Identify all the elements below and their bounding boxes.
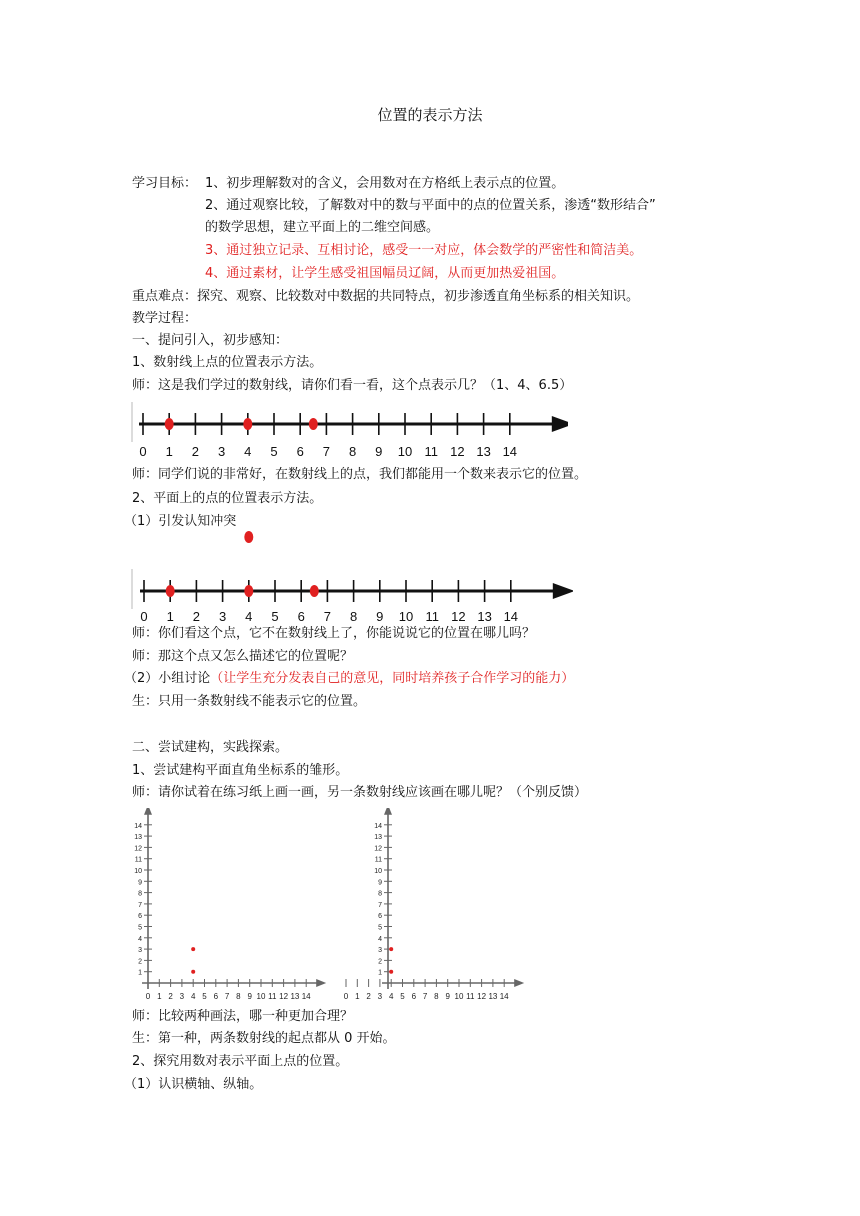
x-tick-label: 4 <box>388 992 394 1001</box>
x-tick-label: 9 <box>445 992 450 1001</box>
tick-label: 6 <box>296 444 304 459</box>
section-2-student-answer: 生：第一种，两条数射线的起点都从 0 开始。 <box>132 1031 396 1046</box>
section-1-question-2: 师：你们看这个点，它不在数射线上了，你能说说它的位置在哪儿吗？ <box>132 626 536 641</box>
tick-label: 12 <box>450 444 465 459</box>
number-line-point <box>166 585 175 597</box>
x-tick-label: 13 <box>290 992 300 1001</box>
item-2-note: （让学生充分发表自己的意见，同时培养孩子合作学习的能力） <box>210 671 575 686</box>
number-line-2 <box>128 528 573 625</box>
number-line-point <box>309 418 318 430</box>
x-tick-label: 10 <box>256 992 266 1001</box>
y-tick-label: 1 <box>138 969 142 977</box>
number-line-arrow <box>552 416 568 432</box>
y-tick-label: 14 <box>374 822 382 830</box>
x-tick-label: 5 <box>400 992 405 1001</box>
number-line-point <box>165 418 174 430</box>
tick-label: 1 <box>166 609 174 624</box>
y-tick-label: 11 <box>374 856 382 864</box>
section-2-sub-1: 1、尝试建构平面直角坐标系的雏形。 <box>132 763 349 778</box>
item-2-prefix: （2）小组讨论 <box>124 671 211 686</box>
section-2-heading: 二、尝试建构，实践探索。 <box>132 740 289 755</box>
section-1-question-3: 师：那这个点又怎么描述它的位置呢？ <box>132 649 354 664</box>
grid-point <box>191 970 195 974</box>
goal-item-4: 4、通过素材，让学生感受祖国幅员辽阔，从而更加热爱祖国。 <box>205 266 565 281</box>
goal-item-1: 1、初步理解数对的含义，会用数对在方格纸上表示点的位置。 <box>205 176 565 191</box>
y-tick-label: 8 <box>378 890 382 898</box>
tick-label: 3 <box>218 609 227 624</box>
section-1-answer-1: 师：同学们说的非常好，在数射线上的点，我们都能用一个数来表示它的位置。 <box>132 467 588 482</box>
grid-point <box>389 947 393 951</box>
y-axis-arrow <box>384 808 392 815</box>
section-1-heading: 一、提问引入，初步感知： <box>132 333 289 348</box>
x-tick-label: 2 <box>168 992 173 1001</box>
section-2-question-1: 师：请你试着在练习纸上画一画，另一条数射线应该画在哪儿呢？（个别反馈） <box>132 785 588 800</box>
y-axis-arrow <box>144 808 152 815</box>
y-tick-label: 12 <box>374 845 382 853</box>
section-1-sub-2: 2、平面上的点的位置表示方法。 <box>132 491 323 506</box>
section-1-item-2 <box>124 670 574 688</box>
x-axis-arrow <box>514 979 524 987</box>
y-tick-label: 9 <box>378 879 382 887</box>
grid-point <box>191 947 195 951</box>
x-tick-label: 8 <box>434 992 439 1001</box>
x-tick-label: 10 <box>454 992 464 1001</box>
tick-label: 14 <box>503 609 519 624</box>
y-tick-label: 10 <box>134 868 142 875</box>
y-tick-label: 14 <box>134 822 142 830</box>
tick-label: 7 <box>322 444 331 459</box>
x-tick-label: 14 <box>301 992 311 1001</box>
y-tick-label: 3 <box>138 947 142 955</box>
tick-label: 13 <box>476 444 491 459</box>
tick-label: 14 <box>502 444 518 459</box>
tick-label: 1 <box>165 444 173 459</box>
x-tick-label: 3 <box>377 992 383 1001</box>
x-tick-label: 12 <box>477 992 487 1001</box>
axes-drawing-1 <box>128 808 328 1004</box>
x-tick-label: 5 <box>202 992 207 1001</box>
section-1-question-1: 师：这是我们学过的数射线，请你们看一看，这个点表示几？（1、4、6.5） <box>132 378 573 393</box>
y-tick-label: 7 <box>138 901 142 909</box>
tick-label: 9 <box>376 609 384 624</box>
section-1-student-answer: 生：只用一条数射线不能表示它的位置。 <box>132 694 367 709</box>
x-tick-label: 3 <box>179 992 185 1001</box>
x-tick-label: 11 <box>466 992 475 1001</box>
axes-drawing-2 <box>338 808 528 1004</box>
y-tick-label: 13 <box>134 834 142 842</box>
tick-label: 11 <box>424 444 438 459</box>
y-tick-label: 4 <box>378 935 382 943</box>
tick-label: 4 <box>244 444 252 459</box>
number-line-arrow <box>553 583 573 599</box>
tick-label: 10 <box>398 609 414 624</box>
process-label: 教学过程： <box>132 311 198 326</box>
y-tick-label: 8 <box>138 890 142 898</box>
y-tick-label: 6 <box>138 913 142 921</box>
x-tick-label: 4 <box>190 992 196 1001</box>
off-line-point <box>244 531 253 543</box>
goal-item-2-cont: 的数学思想，建立平面上的二维空间感。 <box>205 220 440 235</box>
x-tick-label: 14 <box>499 992 509 1001</box>
number-line-point <box>243 418 252 430</box>
tick-label: 8 <box>349 609 358 624</box>
x-tick-label: 0 <box>343 992 349 1001</box>
section-1-item-1: （1）引发认知冲突 <box>124 514 237 529</box>
tick-label: 2 <box>192 609 201 624</box>
x-tick-label: 1 <box>355 992 360 1001</box>
tick-label: 12 <box>451 609 466 624</box>
number-line-point <box>244 585 253 597</box>
x-tick-label: 9 <box>247 992 252 1001</box>
y-tick-label: 2 <box>138 958 142 966</box>
y-tick-label: 4 <box>138 935 142 943</box>
page-title: 位置的表示方法 <box>377 106 483 124</box>
y-tick-label: 11 <box>134 856 142 864</box>
tick-label: 0 <box>140 609 148 624</box>
tick-label: 10 <box>397 444 413 459</box>
y-tick-label: 10 <box>374 868 382 875</box>
y-tick-label: 3 <box>378 947 382 955</box>
goal-item-3: 3、通过独立记录、互相讨论，感受一一对应，体会数学的严密性和简洁美。 <box>205 243 643 258</box>
y-tick-label: 6 <box>378 913 382 921</box>
tick-label: 3 <box>217 444 226 459</box>
x-tick-label: 12 <box>279 992 289 1001</box>
number-line-point <box>310 585 319 597</box>
tick-label: 7 <box>323 609 332 624</box>
x-tick-label: 7 <box>224 992 230 1001</box>
tick-label: 13 <box>477 609 492 624</box>
y-tick-label: 1 <box>378 969 382 977</box>
tick-label: 8 <box>348 444 357 459</box>
goal-item-2: 2、通过观察比较，了解数对中的数与平面中的点的位置关系，渗透“数形结合” <box>205 198 656 213</box>
goals-label: 学习目标： <box>132 176 198 191</box>
x-tick-label: 6 <box>411 992 417 1001</box>
tick-label: 6 <box>297 609 305 624</box>
number-line-1 <box>128 402 568 462</box>
grid-point <box>389 970 393 974</box>
y-tick-label: 5 <box>138 924 142 932</box>
y-tick-label: 7 <box>378 901 382 909</box>
key-points: 重点难点：探究、观察、比较数对中数据的共同特点，初步渗透直角坐标系的相关知识。 <box>132 289 640 304</box>
tick-label: 2 <box>191 444 200 459</box>
tick-label: 11 <box>425 609 439 624</box>
section-1-sub-1: 1、数射线上点的位置表示方法。 <box>132 355 323 370</box>
section-2-item-1: （1）认识横轴、纵轴。 <box>124 1077 263 1092</box>
section-2-sub-2: 2、探究用数对表示平面上点的位置。 <box>132 1054 349 1069</box>
section-2-question-2: 师：比较两种画法，哪一种更加合理？ <box>132 1009 354 1024</box>
x-tick-label: 11 <box>268 992 277 1001</box>
x-tick-label: 6 <box>213 992 219 1001</box>
tick-label: 5 <box>271 609 279 624</box>
x-tick-label: 2 <box>366 992 371 1001</box>
y-tick-label: 5 <box>378 924 382 932</box>
y-tick-label: 12 <box>134 845 142 853</box>
x-tick-label: 7 <box>422 992 428 1001</box>
x-tick-label: 1 <box>157 992 162 1001</box>
x-axis-arrow <box>316 979 326 987</box>
tick-label: 0 <box>139 444 147 459</box>
y-tick-label: 13 <box>374 834 382 842</box>
tick-label: 9 <box>375 444 383 459</box>
x-tick-label: 0 <box>145 992 151 1001</box>
x-tick-label: 8 <box>236 992 241 1001</box>
y-tick-label: 2 <box>378 958 382 966</box>
y-tick-label: 9 <box>138 879 142 887</box>
tick-label: 5 <box>270 444 278 459</box>
x-tick-label: 13 <box>488 992 498 1001</box>
tick-label: 4 <box>245 609 253 624</box>
